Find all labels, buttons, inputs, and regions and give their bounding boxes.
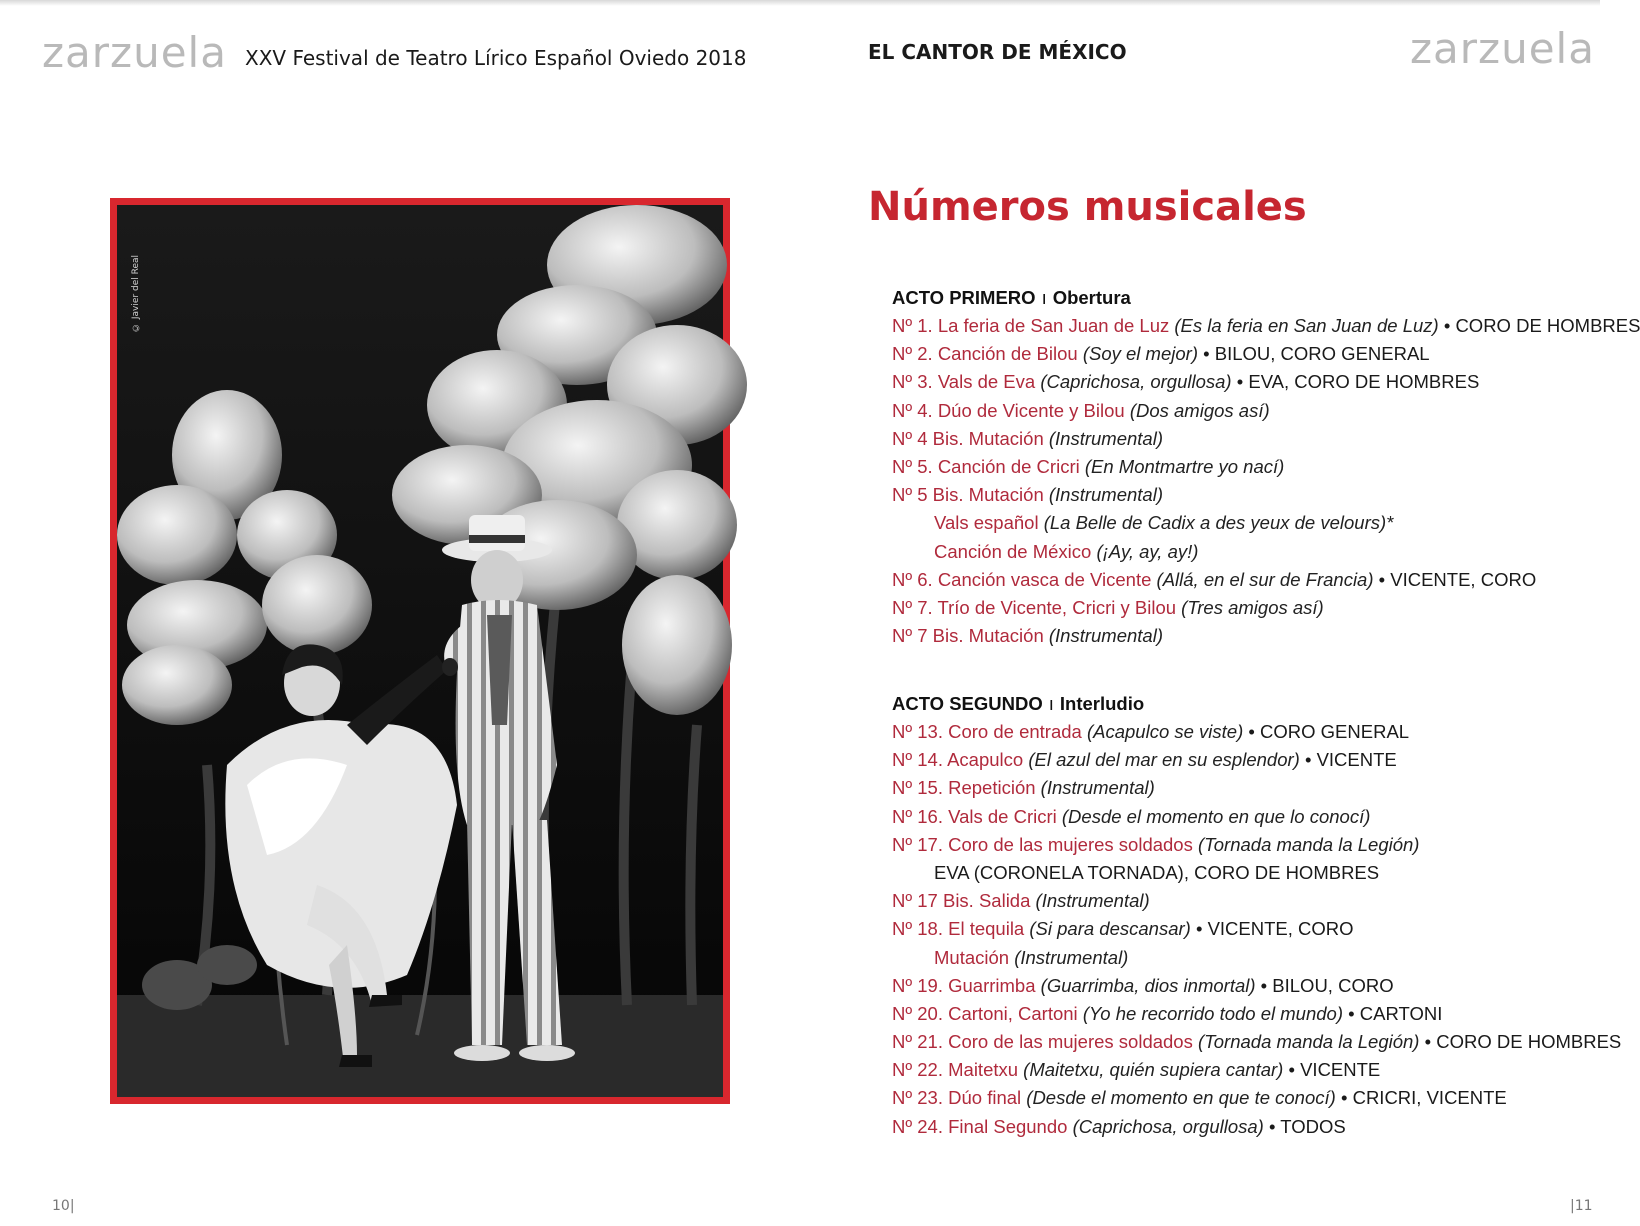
musical-number-item [892, 803, 1621, 831]
number-note: (El azul del mar en su esplendor) [1028, 749, 1300, 771]
number-title: Nº 7 Bis. Mutación [892, 625, 1044, 647]
musical-number-item [892, 887, 1621, 915]
number-cast: • EVA, CORO DE HOMBRES [1231, 371, 1480, 393]
number-title: Nº 6. Canción vasca de Vicente [892, 568, 1152, 590]
number-note: (Acapulco se viste) [1086, 721, 1244, 742]
musical-number-item [892, 538, 1640, 566]
number-title: Nº 15. Repetición [892, 777, 1036, 799]
number-note: (Instrumental) [1048, 484, 1163, 506]
musical-numbers-list [892, 718, 1621, 1141]
number-note: (Dos amigos así) [1129, 399, 1270, 421]
number-note: (Maitetxu, quién supiera cantar) [1023, 1059, 1284, 1081]
musical-number-item [892, 1084, 1621, 1112]
act-sublabel: Obertura [1052, 287, 1131, 308]
number-cast: • VICENTE [1283, 1059, 1381, 1081]
number-note: (Si para descansar) [1029, 918, 1191, 940]
stage-photo [110, 198, 730, 1104]
musical-number-item [892, 453, 1640, 481]
number-title: Nº 5. Canción de Cricri [892, 455, 1080, 477]
act-separator: ı [1041, 287, 1047, 308]
number-title: Nº 7. Trío de Vicente, Cricri y Bilou [892, 596, 1177, 618]
number-title: Nº 23. Dúo final [892, 1087, 1022, 1109]
number-title: Mutación [934, 946, 1010, 968]
number-note: (Desde el momento en que te conocí) [1026, 1087, 1336, 1109]
musical-number-item [892, 774, 1621, 802]
number-title: Vals español [934, 512, 1039, 534]
number-cast: • VICENTE, CORO [1190, 918, 1354, 940]
number-title: Nº 22. Maitetxu [892, 1059, 1019, 1081]
brand-logo-left: zarzuela [42, 28, 227, 77]
section-title: Números musicales [868, 184, 1307, 230]
number-title: Nº 16. Vals de Cricri [892, 805, 1057, 827]
musical-number-item [892, 1000, 1621, 1028]
musical-number-item [892, 481, 1640, 509]
number-title: Nº 17. Coro de las mujeres soldados [892, 833, 1193, 855]
photo-credit: © Javier del Real [131, 255, 141, 332]
number-note: (Tornada manda la Legión) [1198, 833, 1420, 855]
musical-number-item [892, 972, 1621, 1000]
musical-number-item [892, 915, 1621, 943]
musical-number-item [892, 397, 1640, 425]
stage-photo-illustration [117, 205, 723, 1097]
number-title: Nº 5 Bis. Mutación [892, 484, 1044, 506]
number-note: (Instrumental) [1040, 777, 1155, 799]
number-note: (¡Ay, ay, ay!) [1096, 540, 1199, 562]
number-title: Nº 14. Acapulco [892, 749, 1024, 771]
musical-number-item [892, 622, 1640, 650]
number-note: (Es la feria en San Juan de Luz) [1174, 315, 1439, 336]
number-cast: • VICENTE, CORO [1373, 568, 1537, 590]
musical-number-item [892, 1113, 1621, 1141]
act-heading [892, 284, 1640, 312]
number-cast: • CRICRI, VICENTE [1335, 1087, 1507, 1109]
act-sublabel: Interludio [1059, 693, 1145, 714]
musical-number-item [892, 425, 1640, 453]
page-number-right: |11 [1570, 1198, 1593, 1214]
number-cast: • CORO GENERAL [1243, 721, 1410, 742]
number-title: Nº 13. Coro de entrada [892, 721, 1082, 742]
number-note: (En Montmartre yo nací) [1084, 455, 1285, 477]
number-note: (Allá, en el sur de Francia) [1156, 568, 1374, 590]
musical-numbers-list [892, 312, 1640, 650]
number-note: (La Belle de Cadix a des yeux de velours)* [1043, 512, 1394, 534]
musical-number-item [892, 312, 1640, 340]
act-heading [892, 690, 1621, 718]
musical-number-item [892, 1028, 1621, 1056]
number-note: (Instrumental) [1035, 890, 1150, 912]
number-note: (Instrumental) [1014, 946, 1129, 968]
musical-number-item [892, 1056, 1621, 1084]
musical-number-item [892, 368, 1640, 396]
number-title: Nº 4. Dúo de Vicente y Bilou [892, 399, 1125, 421]
number-title: Nº 20. Cartoni, Cartoni [892, 1002, 1078, 1024]
number-title: Nº 1. La feria de San Juan de Luz [892, 315, 1170, 336]
number-note: (Caprichosa, orgullosa) [1072, 1115, 1264, 1137]
number-cast: EVA (CORONELA TORNADA), CORO DE HOMBRES [934, 861, 1380, 883]
number-cast: • TODOS [1263, 1115, 1346, 1137]
number-title: Nº 17 Bis. Salida [892, 890, 1031, 912]
number-title: Nº 2. Canción de Bilou [892, 343, 1078, 365]
number-note: (Instrumental) [1048, 625, 1163, 647]
musical-number-item [892, 718, 1621, 746]
festival-header: XXV Festival de Teatro Lírico Español Oviedo 2018 [245, 46, 747, 70]
musical-number-item [892, 509, 1640, 537]
number-title: Nº 3. Vals de Eva [892, 371, 1036, 393]
act-segundo [892, 690, 1621, 1141]
musical-number-item [892, 746, 1621, 774]
page-edge-shadow [0, 0, 1600, 6]
act-label: ACTO PRIMERO [892, 287, 1036, 308]
act-label: ACTO SEGUNDO [892, 693, 1043, 714]
number-note: (Instrumental) [1048, 427, 1163, 449]
act-separator: ı [1048, 693, 1054, 714]
musical-number-item [892, 594, 1640, 622]
page-number-left: 10| [52, 1198, 75, 1214]
brand-logo-right: zarzuela [1410, 24, 1595, 73]
number-cast: • CORO DE HOMBRES [1419, 1031, 1622, 1053]
act-primero [892, 284, 1640, 650]
number-title: Nº 21. Coro de las mujeres soldados [892, 1031, 1193, 1053]
number-cast: • CARTONI [1343, 1002, 1443, 1024]
number-note: (Tornada manda la Legión) [1198, 1031, 1420, 1053]
number-note: (Caprichosa, orgullosa) [1040, 371, 1232, 393]
work-title-header: EL CANTOR DE MÉXICO [868, 40, 1127, 64]
number-note: (Desde el momento en que lo conocí) [1061, 805, 1371, 827]
number-cast: • BILOU, CORO GENERAL [1197, 343, 1430, 365]
musical-number-item [892, 566, 1640, 594]
number-cast: • VICENTE [1299, 749, 1397, 771]
number-note: (Yo he recorrido todo el mundo) [1082, 1002, 1343, 1024]
musical-number-item [892, 944, 1621, 972]
number-title: Canción de México [934, 540, 1092, 562]
musical-number-item [892, 340, 1640, 368]
number-note: (Guarrimba, dios inmortal) [1040, 974, 1256, 996]
number-title: Nº 18. El tequila [892, 918, 1025, 940]
number-note: (Soy el mejor) [1082, 343, 1198, 365]
number-title: Nº 19. Guarrimba [892, 974, 1036, 996]
number-title: Nº 24. Final Segundo [892, 1115, 1068, 1137]
musical-number-item [892, 859, 1621, 887]
musical-number-item [892, 831, 1621, 859]
number-cast: • BILOU, CORO [1255, 974, 1394, 996]
number-title: Nº 4 Bis. Mutación [892, 427, 1044, 449]
number-cast: • CORO DE HOMBRES [1438, 315, 1640, 336]
number-note: (Tres amigos así) [1181, 596, 1324, 618]
